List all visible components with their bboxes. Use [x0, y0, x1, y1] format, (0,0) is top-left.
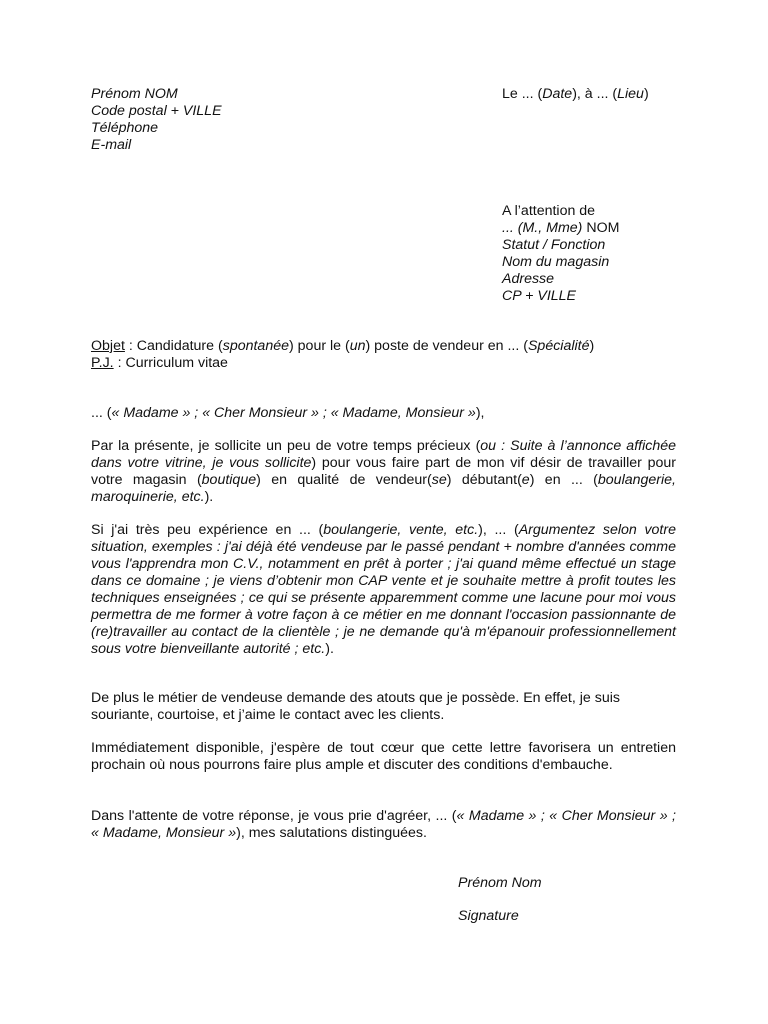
- sender-name: Prénom NOM: [91, 86, 178, 102]
- paragraph-intro: Par la présente, je sollicite un peu de votre temps précieux (ou : Suite à l’annonce affichée dans votre vitrine, je vous sollicite) pour vous faire part de mon vif désir de travailler pour votre magasin (boutique) en qualité de vendeur(se) débutant(e) en ... (boulangerie, maroquinerie, etc.).: [91, 438, 676, 505]
- paragraph-experience: Si j'ai très peu expérience en ... (boulangerie, vente, etc.), ... (Argumentez selon votre situation, exemples : j'ai déjà été vendeuse par le passé pendant + nombre d'années comme vous l'apprendra mon C.V., notamment en prêt à porter ; j'ai quand même effectué un stage dans ce domaine ; je viens d’obtenir mon CAP vente et je souhaite mettre à profit toutes les techniques enseignées ; ce qui se présente apparemment comme une lacune pour moi vous permettra de me former à votre façon à ce métier en me donnant l'occasion passionnante de (re)travailler au contact de la clientèle ; je ne demande qu'à m'épanouir professionnellement sous votre bienveillante autorité ; etc.).: [91, 522, 676, 657]
- recipient-city: CP + VILLE: [502, 288, 576, 304]
- paragraph-closing: Dans l'attente de votre réponse, je vous prie d'agréer, ... (« Madame » ; « Cher Monsieur » ; « Madame, Monsieur »), mes salutations distinguées.: [91, 808, 676, 841]
- recipient-address: Adresse: [502, 271, 555, 287]
- subject-label: Objet: [91, 338, 125, 354]
- signature-block: [458, 875, 658, 925]
- recipient-name-line: ... (M., Mme) NOM: [502, 220, 620, 236]
- date-line: Le ... (Date), à ... (Lieu): [502, 86, 649, 102]
- salutation: ... (« Madame » ; « Cher Monsieur » ; « Madame, Monsieur »),: [91, 405, 485, 421]
- place-placeholder: Lieu: [617, 86, 644, 102]
- sender-phone: Téléphone: [91, 120, 159, 136]
- sender-block: [91, 86, 391, 154]
- signature-name: Prénom Nom: [458, 875, 542, 891]
- signature-label: Signature: [458, 908, 519, 924]
- recipient-block: [502, 203, 742, 305]
- sender-email: E-mail: [91, 137, 132, 153]
- attachment-line: P.J. : Curriculum vitae: [91, 355, 228, 371]
- date-placeholder: Date: [542, 86, 573, 102]
- subject-line: Objet : Candidature (spontanée) pour le (un) poste de vendeur en ... (Spécialité): [91, 338, 595, 354]
- subject-block: [91, 338, 691, 372]
- paragraph-availability: Immédiatement disponible, j'espère de tout cœur que cette lettre favorisera un entretien prochain où nous pourrons faire plus ample et discuter des conditions d'embauche.: [91, 740, 676, 773]
- paragraph-qualities: De plus le métier de vendeuse demande des atouts que je possède. En effet, je suis souriante, courtoise, et j’aime le contact avec les clients.: [91, 690, 620, 723]
- sender-city: Code postal + VILLE: [91, 103, 222, 119]
- recipient-shop: Nom du magasin: [502, 254, 610, 270]
- attachment-label: P.J.: [91, 355, 114, 371]
- recipient-attention: A l’attention de: [502, 203, 596, 219]
- recipient-status: Statut / Fonction: [502, 237, 606, 253]
